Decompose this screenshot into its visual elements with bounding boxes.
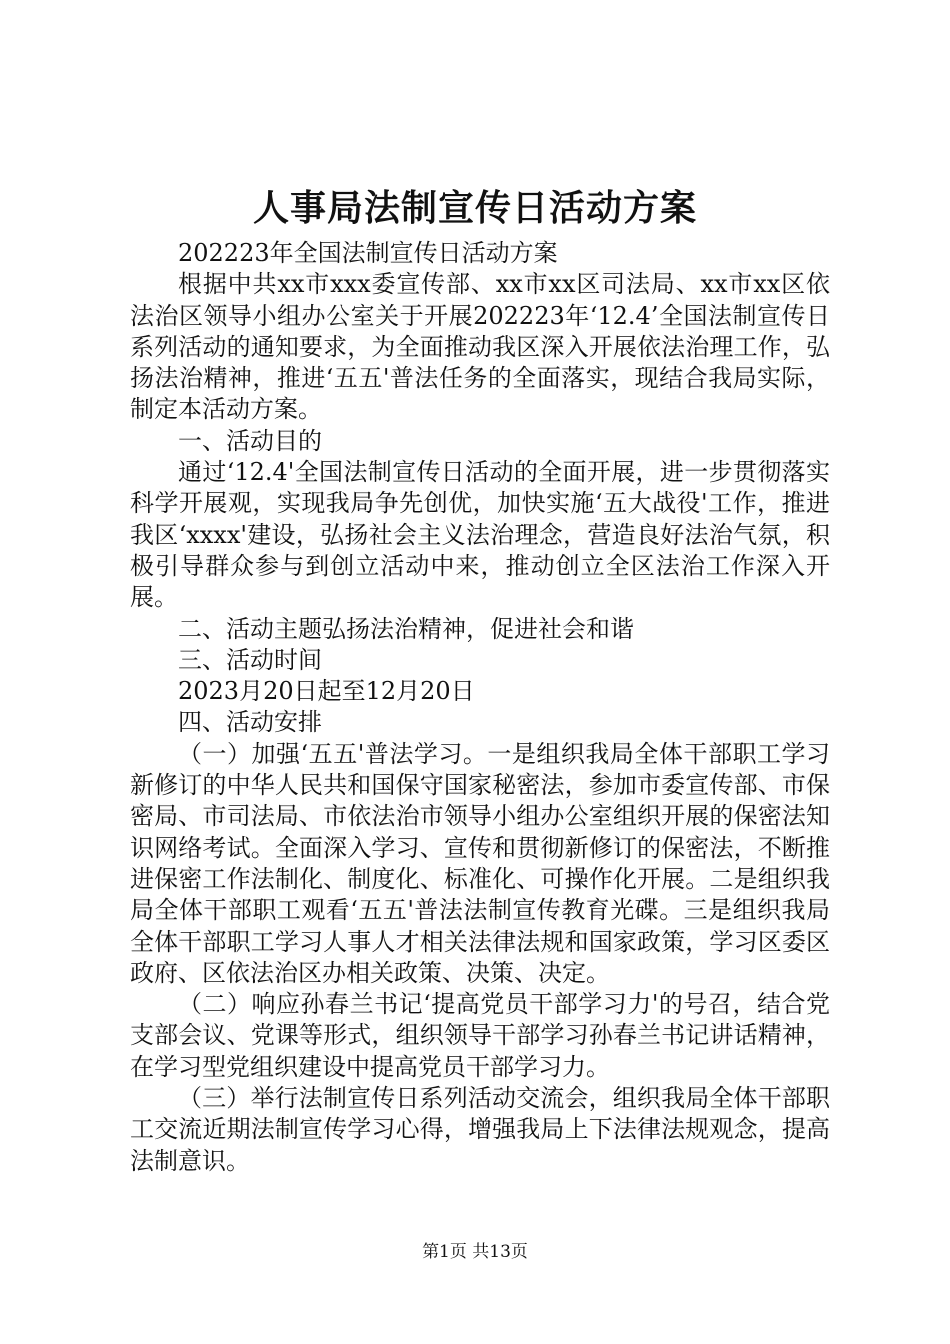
paragraph-arrangement-3: （三）举行法制宣传日系列活动交流会，组织我局全体干部职工交流近期法制宣传学习心得，增强我局上下法律法规观念，提高法制意识。 (130, 1084, 830, 1175)
heading-purpose: 一、活动目的 (178, 426, 322, 455)
paragraph-time: 2023月20日起至12月20日 (178, 677, 475, 706)
paragraph-intro: 根据中共xx市xxx委宣传部、xx市xx区司法局、xx市xx区依法治区领导小组办公室关于开展202223年‘12.4’全国法制宣传日系列活动的通知要求，为全面推动我区深入开展依法治理工作，弘扬法治精神，推进‘五五'普法任务的全面落实，现结合我局实际，制定本活动方案。 (130, 270, 830, 424)
paragraph-arrangement-1: （一）加强‘五五'普法学习。一是组织我局全体干部职工学习新修订的中华人民共和国保守国家秘密法，参加市委宣传部、市保密局、市司法局、市依法治市领导小组办公室组织开展的保密法知识网络考试。全面深入学习、宣传和贯彻新修订的保密法，不断推进保密工作法制化、制度化、标准化、可操作化开展。二是组织我局全体干部职工观看‘五五'普法法制宣传教育光碟。三是组织我局全体干部职工学习人事人才相关法律法规和国家政策，学习区委区政府、区依法治区办相关政策、决策、决定。 (130, 739, 830, 987)
document-body (130, 238, 830, 1177)
heading-arrangement: 四、活动安排 (178, 708, 322, 737)
paragraph-purpose: 通过‘12.4'全国法制宣传日活动的全面开展，进一步贯彻落实科学开展观，实现我局争先创优，加快实施‘五大战役'工作，推进我区‘xxxx'建设，弘扬社会主义法治理念，营造良好法治气氛，积极引导群众参与到创立活动中来，推动创立全区法治工作深入开展。 (130, 458, 830, 612)
page-number-footer: 第1页 共13页 (422, 1242, 528, 1262)
paragraph-subtitle: 202223年全国法制宣传日活动方案 (178, 239, 558, 267)
heading-theme: 二、活动主题弘扬法治精神，促进社会和谐 (178, 614, 634, 643)
document-title: 人事局法制宣传日活动方案 (252, 187, 697, 229)
heading-time: 三、活动时间 (178, 645, 322, 674)
paragraph-arrangement-2: （二）响应孙春兰书记‘提高党员干部学习力'的号召，结合党支部会议、党课等形式，组织领导干部学习孙春兰书记讲话精神，在学习型党组织建设中提高党员干部学习力。 (130, 990, 830, 1081)
